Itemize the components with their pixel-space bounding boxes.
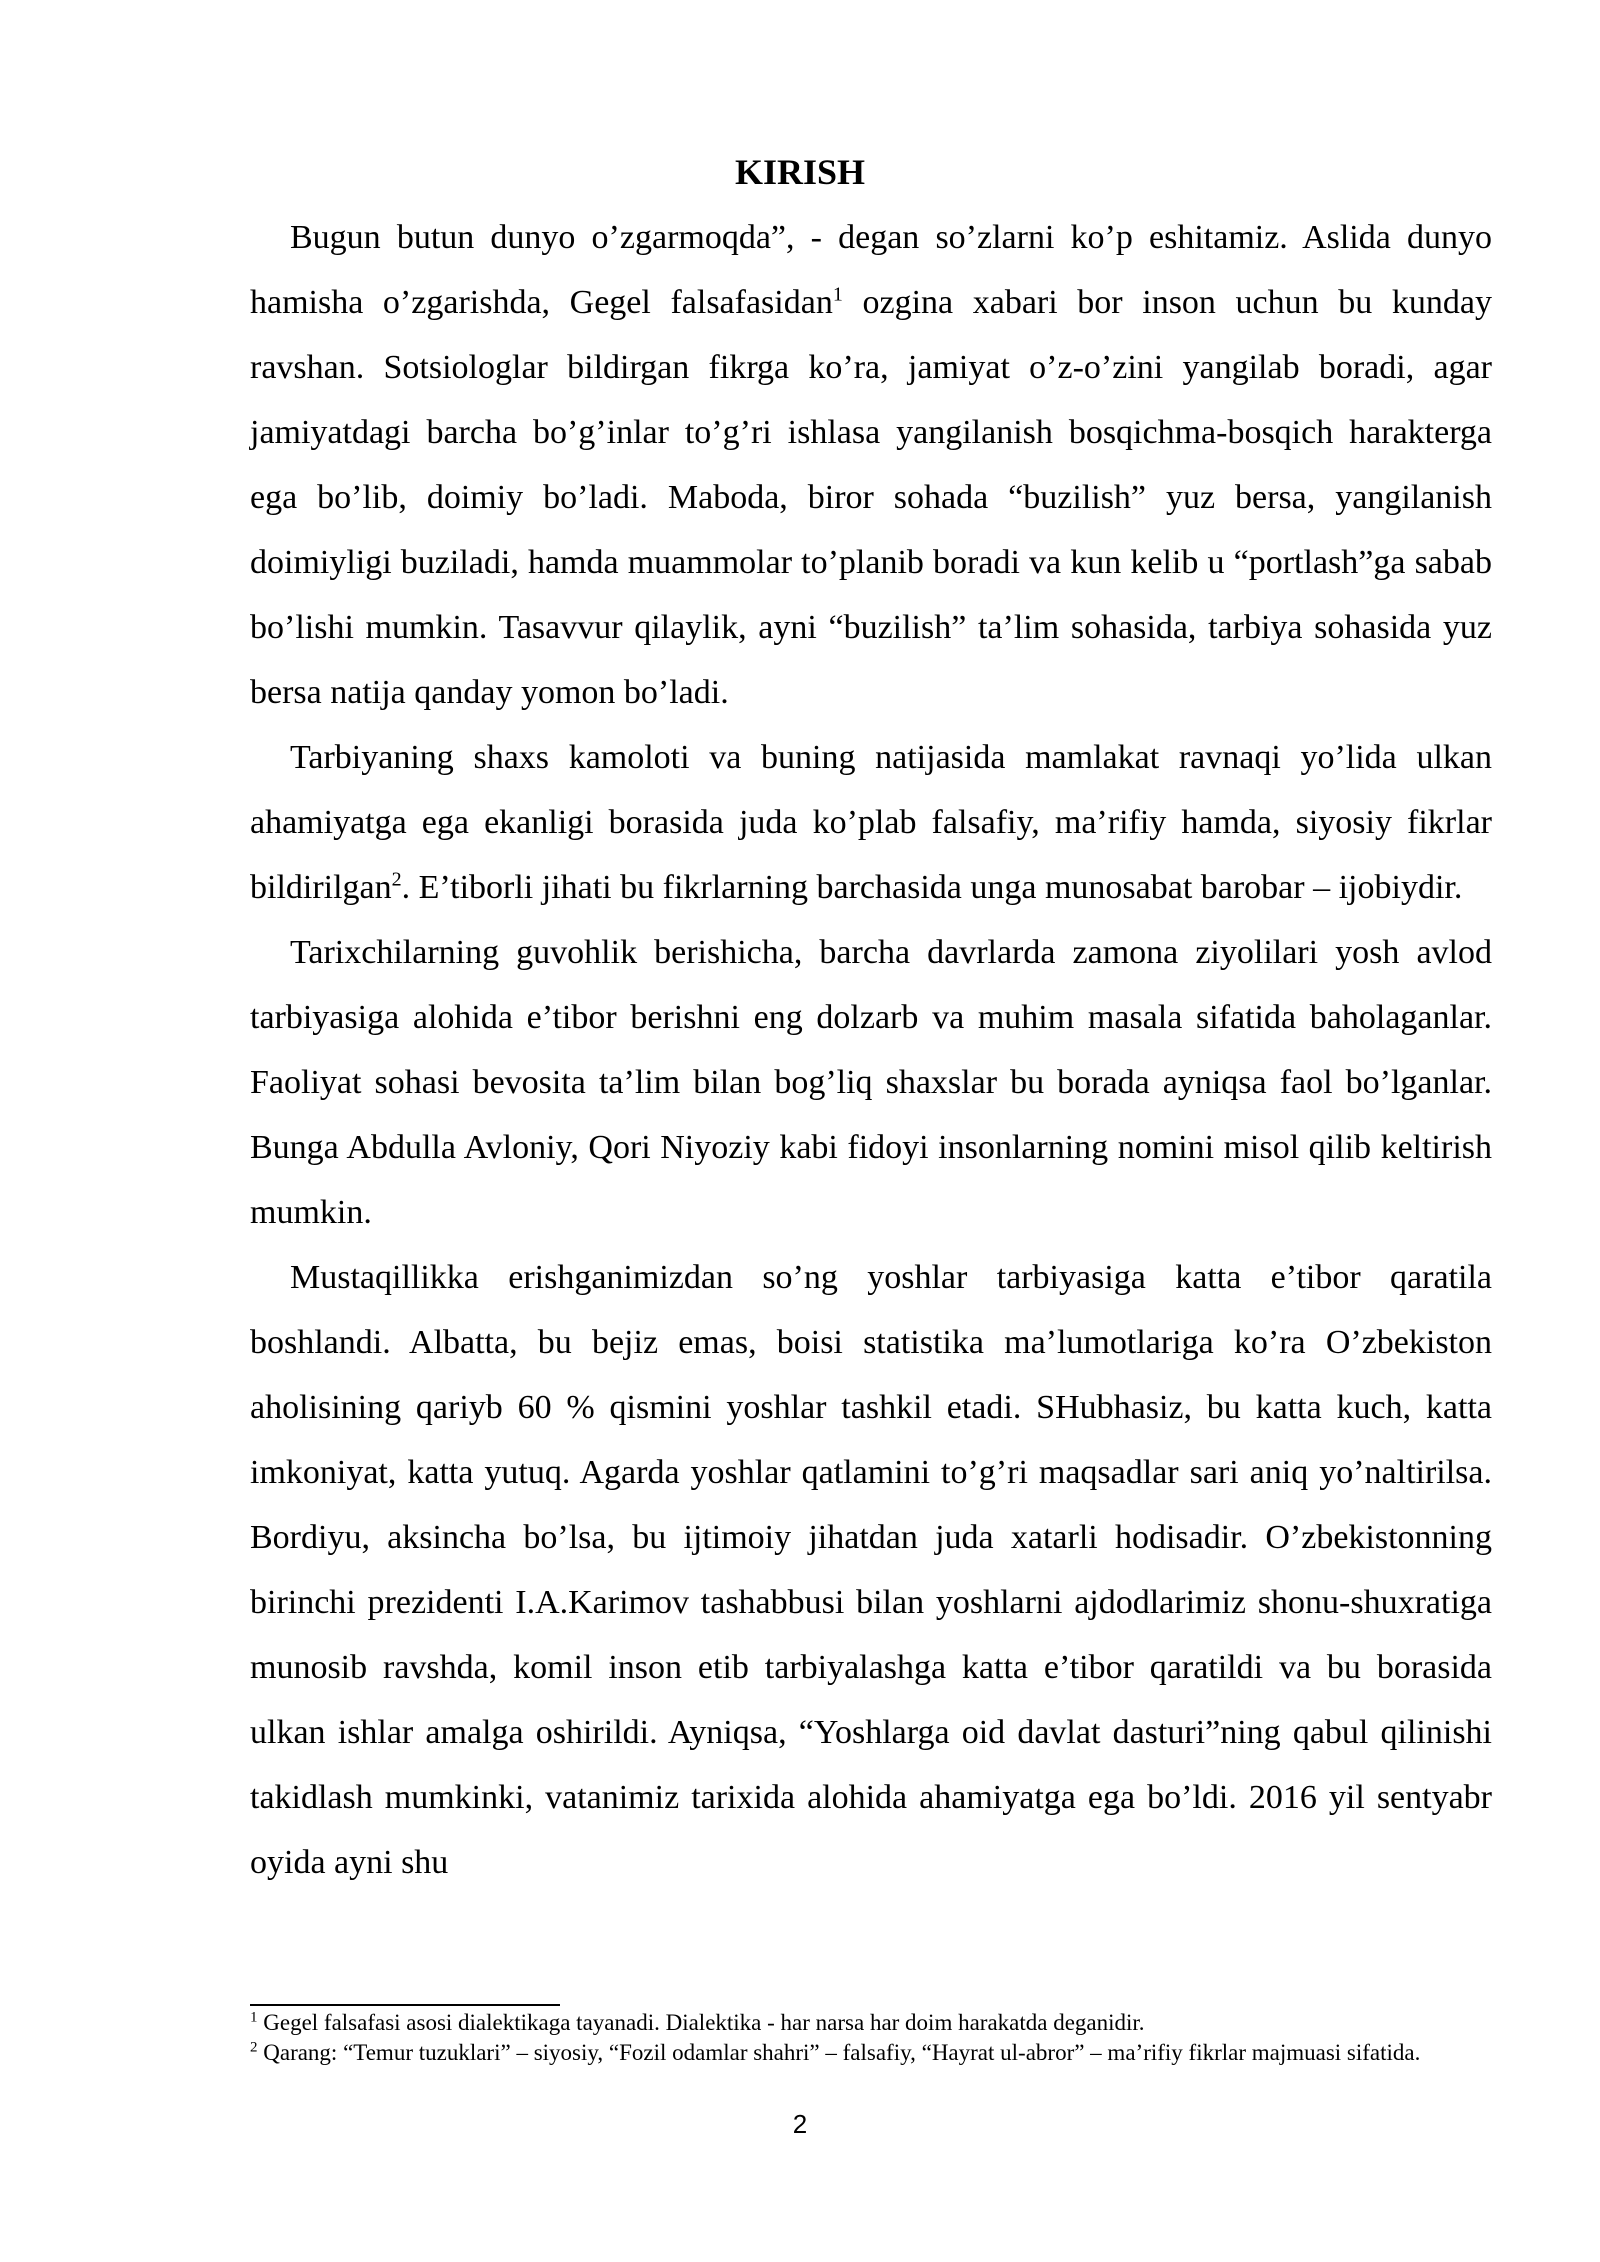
paragraph-text: Bugun butun dunyo o’zgarmoqda”, - degan so’zlarni ko’p eshitamiz. Aslida dunyo hamisha o’zgarishda, Gegel falsafasidan: [250, 219, 1492, 321]
footnote-mark: 1: [250, 2009, 258, 2026]
paragraph-text: . E’tiborli jihati bu fikrlarning barchasida unga munosabat barobar – ijobiydir.: [401, 869, 1463, 906]
paragraph: [250, 920, 1492, 1245]
section-heading: KIRISH: [734, 152, 866, 192]
page-number: 2: [792, 2109, 808, 2139]
footnote-text: Gegel falsafasi asosi dialektikaga tayanadi. Dialektika - har narsa har doim harakatda deganidir.: [263, 2010, 1145, 2035]
footnotes: [250, 2008, 1492, 2068]
footnote-mark: 2: [250, 2039, 258, 2056]
footnote: [250, 2038, 1492, 2068]
paragraph-text: Tarixchilarning guvohlik berishicha, barcha davrlarda zamona ziyolilari yosh avlod tarbiyasiga alohida e’tibor berishni eng dolzarb va muhim masala sifatida baholaganlar. Faoliyat sohasi bevosita ta’lim bilan bog’liq shaxslar bu borada ayniqsa faol bo’lganlar. Bunga Abdulla Avloniy, Qori Niyoziy kabi fidoyi insonlarning nomini misol qilib keltirish mumkin.: [250, 934, 1492, 1231]
footnote-separator: [250, 2004, 560, 2006]
footnote-text: Qarang: “Temur tuzuklari” – siyosiy, “Fozil odamlar shahri” – falsafiy, “Hayrat ul-abror” – ma’rifiy fikrlar majmuasi sifatida.: [263, 2040, 1421, 2065]
footnote: [250, 2008, 1492, 2038]
paragraph-text: Tarbiyaning shaxs kamoloti va buning natijasida mamlakat ravnaqi yo’lida ulkan ahamiyatga ega ekanligi borasida juda ko’plab falsafiy, ma’rifiy hamda, siyosiy fikrlar bildirilgan: [250, 739, 1492, 906]
footnote-reference: 2: [391, 868, 402, 891]
body-text: [250, 205, 1492, 1895]
footnote-reference: 1: [832, 283, 843, 306]
paragraph: [250, 205, 1492, 725]
paragraph: [250, 725, 1492, 920]
paragraph-text: ozgina xabari bor inson uchun bu kunday ravshan. Sotsiologlar bildirgan fikrga ko’ra, jamiyat o’z-o’zini yangilab boradi, agar jamiyatdagi barcha bo’g’inlar to’g’ri ishlasa yangilanish bosqichma-bosqich harakterga ega bo’lib, doimiy bo’ladi. Maboda, biror sohada “buzilish” yuz bersa, yangilanish doimiyligi buziladi, hamda muammolar to’planib boradi va kun kelib u “portlash”ga sabab bo’lishi mumkin. Tasavvur qilaylik, ayni “buzilish” ta’lim sohasida, tarbiya sohasida yuz bersa natija qanday yomon bo’ladi.: [250, 284, 1493, 711]
paragraph: [250, 1245, 1492, 1895]
paragraph-text: Mustaqillikka erishganimizdan so’ng yoshlar tarbiyasiga katta e’tibor qaratila boshlandi. Albatta, bu bejiz emas, boisi statistika ma’lumotlariga ko’ra O’zbekiston aholisining qariyb 60 % qismini yoshlar tashkil etadi. SHubhasiz, bu katta kuch, katta imkoniyat, katta yutuq. Agarda yoshlar qatlamini to’g’ri maqsadlar sari aniq yo’naltirilsa. Bordiyu, aksincha bo’lsa, bu ijtimoiy jihatdan juda xatarli hodisadir. O’zbekistonning birinchi prezidenti I.A.Karimov tashabbusi bilan yoshlarni ajdodlarimiz shonu-shuxratiga munosib ravshda, komil inson etib tarbiyalashga katta e’tibor qaratildi va bu borasida ulkan ishlar amalga oshirildi. Ayniqsa, “Yoshlarga oid davlat dasturi”ning qabul qilinishi takidlash mumkinki, vatanimiz tarixida alohida ahamiyatga ega bo’ldi. 2016 yil sentyabr oyida ayni shu: [250, 1259, 1492, 1881]
